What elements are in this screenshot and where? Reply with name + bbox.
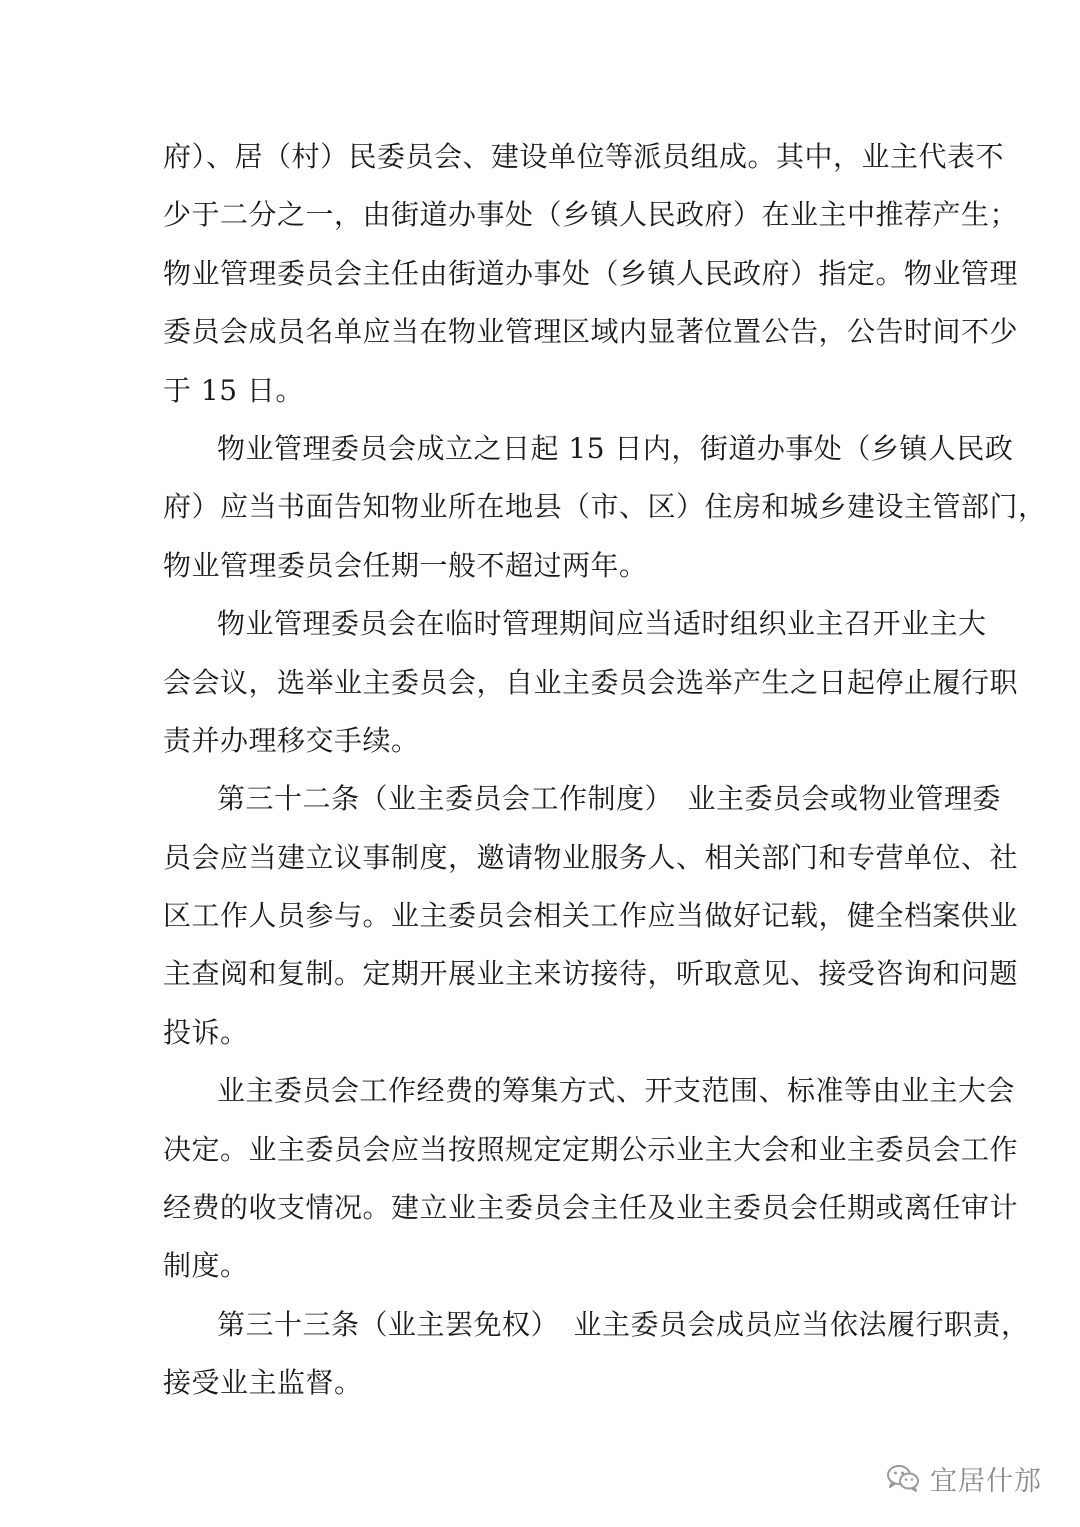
watermark-text: 宜居什邡 — [930, 1465, 1042, 1497]
text-line: 物业管理委员会在临时管理期间应当适时组织业主召开业主大 — [217, 607, 987, 641]
document-body — [163, 128, 1047, 1413]
text-line: 第三十二条（业主委员会工作制度） 业主委员会或物业管理委 — [217, 782, 1002, 816]
text-line: 委员会成员名单应当在物业管理区域内显著位置公告，公告时间不少 — [163, 315, 1019, 349]
text-line: 物业管理委员会任期一般不超过两年。 — [163, 548, 648, 582]
text-line: 物业管理委员会主任由街道办事处（乡镇人民政府）指定。物业管理 — [163, 256, 1019, 290]
text-line: 经费的收支情况。建立业主委员会主任及业主委员会任期或离任审计 — [163, 1191, 1019, 1225]
wechat-icon — [886, 1463, 920, 1493]
text-line: 责并办理移交手续。 — [163, 723, 420, 757]
text-line: 少于二分之一，由街道办事处（乡镇人民政府）在业主中推荐产生； — [163, 198, 1019, 232]
text-line: 物业管理委员会成立之日起 15 日内，街道办事处（乡镇人民政 — [217, 431, 1014, 465]
text-line: 会会议，选举业主委员会，自业主委员会选举产生之日起停止履行职 — [163, 665, 1019, 699]
paragraph-committee-notice — [163, 420, 1047, 595]
text-line: 决定。业主委员会应当按照规定定期公示业主大会和业主委员会工作 — [163, 1132, 1019, 1166]
paragraph-committee-funding — [163, 1062, 1019, 1296]
text-line: 于 15 日。 — [163, 373, 304, 407]
text-line: 制度。 — [163, 1249, 249, 1283]
text-line: 府）、居（村）民委员会、建设单位等派员组成。其中，业主代表不 — [163, 140, 1005, 173]
text-line: 第三十三条（业主罢免权） 业主委员会成员应当依法履行职责， — [217, 1307, 1030, 1341]
paragraph-article-33 — [163, 1296, 1030, 1413]
text-line: 区工作人员参与。业主委员会相关工作应当做好记载，健全档案供业 — [163, 899, 1019, 933]
paragraph-interim-management — [163, 595, 1019, 770]
watermark — [886, 1456, 1042, 1500]
paragraph-article-32 — [163, 770, 1019, 1062]
text-line: 主查阅和复制。定期开展业主来访接待，听取意见、接受咨询和问题 — [163, 957, 1019, 991]
text-line: 接受业主监督。 — [163, 1366, 363, 1400]
text-line: 业主委员会工作经费的筹集方式、开支范围、标准等由业主大会 — [217, 1074, 1016, 1108]
text-line: 府）应当书面告知物业所在地县（市、区）住房和城乡建设主管部门， — [163, 490, 1047, 524]
paragraph-committee-composition — [163, 128, 1019, 420]
text-line: 投诉。 — [163, 1015, 249, 1049]
text-line: 员会应当建立议事制度，邀请物业服务人、相关部门和专营单位、社 — [163, 840, 1019, 874]
